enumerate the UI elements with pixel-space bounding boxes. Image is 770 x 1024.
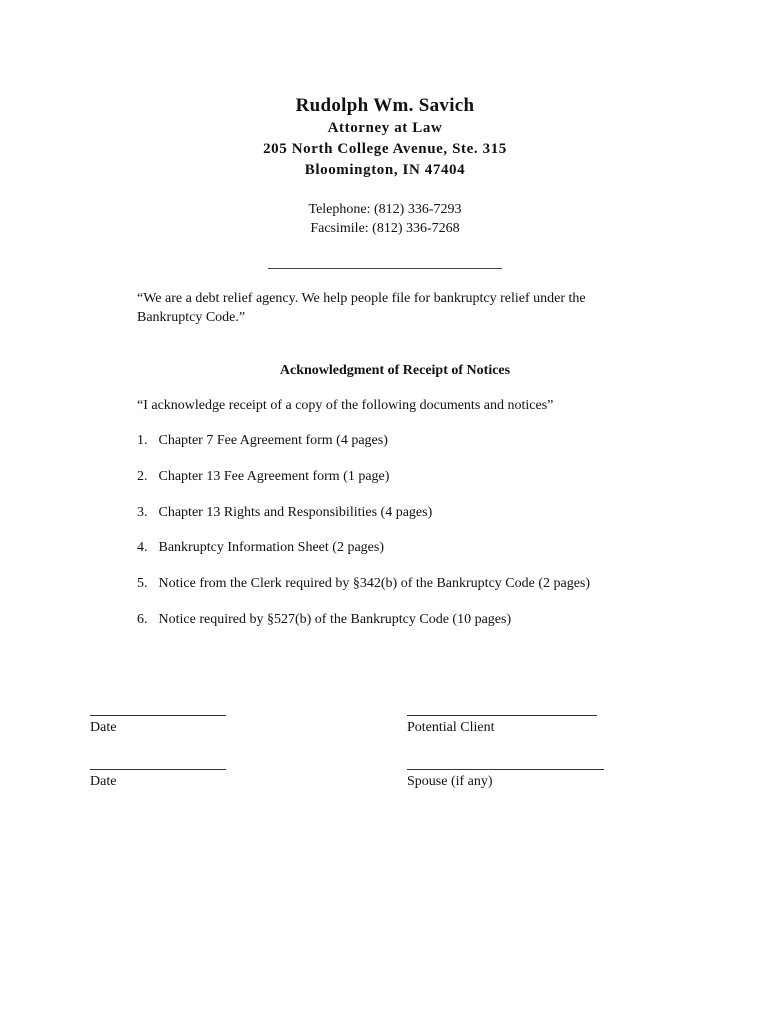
item-number: 4. bbox=[137, 540, 148, 556]
item-text: Bankruptcy Information Sheet (2 pages) bbox=[158, 540, 384, 556]
item-text: Notice required by §527(b) of the Bankruptcy Code (10 pages) bbox=[158, 611, 512, 627]
item-text: Chapter 7 Fee Agreement form (4 pages) bbox=[158, 433, 388, 448]
documents-list bbox=[137, 432, 697, 647]
list-item bbox=[137, 468, 697, 504]
attorney-name: Rudolph Wm. Savich bbox=[295, 95, 475, 116]
acknowledgment-intro: “I acknowledge receipt of a copy of the following documents and notices” bbox=[137, 398, 554, 413]
debt-relief-statement: “We are a debt relief agency. We help people file for bankruptcy relief under the Bankruptcy Code.” bbox=[137, 291, 586, 325]
spouse-signature-line[interactable] bbox=[407, 769, 604, 770]
list-item bbox=[137, 611, 697, 647]
item-text: Notice from the Clerk required by §342(b) of the Bankruptcy Code (2 pages) bbox=[158, 576, 591, 592]
list-item bbox=[137, 504, 697, 540]
acknowledgment-title: Acknowledgment of Receipt of Notices bbox=[279, 363, 511, 378]
attorney-title: Attorney at Law bbox=[327, 120, 443, 136]
date-label-1: Date bbox=[90, 720, 117, 735]
item-number: 3. bbox=[137, 504, 148, 520]
divider-line bbox=[268, 268, 502, 269]
item-text: Chapter 13 Rights and Responsibilities (4 pages) bbox=[158, 504, 433, 520]
potential-client-signature-line[interactable] bbox=[407, 715, 597, 716]
date-label-2: Date bbox=[90, 774, 117, 789]
item-number: 6. bbox=[137, 611, 148, 627]
letterhead bbox=[0, 94, 770, 181]
date-signature-line-2[interactable] bbox=[90, 769, 226, 770]
list-item bbox=[137, 432, 697, 468]
item-number: 1. bbox=[137, 433, 148, 448]
item-text: Chapter 13 Fee Agreement form (1 page) bbox=[158, 468, 390, 484]
facsimile: Facsimile: (812) 336-7268 bbox=[310, 221, 460, 236]
item-number: 5. bbox=[137, 576, 148, 592]
address-line-2: Bloomington, IN 47404 bbox=[304, 162, 466, 178]
telephone: Telephone: (812) 336-7293 bbox=[308, 202, 462, 217]
list-item bbox=[137, 539, 697, 575]
potential-client-label: Potential Client bbox=[407, 720, 495, 735]
address-line-1: 205 North College Avenue, Ste. 315 bbox=[263, 141, 507, 157]
contact-info bbox=[0, 200, 770, 238]
date-signature-line-1[interactable] bbox=[90, 715, 226, 716]
spouse-label: Spouse (if any) bbox=[407, 774, 493, 789]
item-number: 2. bbox=[137, 468, 148, 484]
list-item bbox=[137, 575, 697, 611]
